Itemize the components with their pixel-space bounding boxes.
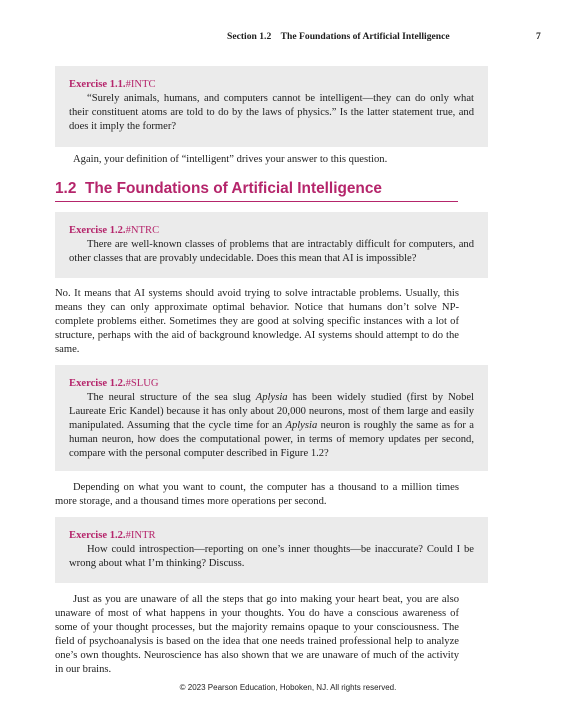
exercise-title (69, 378, 474, 389)
answer-slug: Depending on what you want to count, the computer has a thousand to a million times more storage, and a thousand times more operations per second. (55, 482, 459, 507)
exercise-body-text: The neural structure of the sea slug (87, 392, 256, 403)
exercise-title (69, 530, 474, 541)
running-head: Section 1.2 The Foundations of Artificial Intelligence (227, 31, 450, 42)
exercise-body-text: neuron is roughly the same as for a human neuron, how does the computational power, in terms of memory updates per second, compare with the personal computer described in Figure 1.2? (69, 420, 474, 459)
exercise-box-slug (55, 365, 488, 471)
species-name: Aplysia (285, 420, 318, 431)
exercise-number: Exercise 1.1. (69, 79, 126, 90)
exercise-body: “Surely animals, humans, and computers cannot be intelligent—they can do only what their constituent atoms are told to do by the laws of physics.” Is the latter statement true, and does it imply the former? (69, 93, 474, 132)
exercise-title (69, 225, 474, 236)
answer-intr: Just as you are unaware of all the steps that go into making your heart beat, you are also unaware of most of what happens in your thoughts. You do have a conscious awareness of some of your thought processes, but the majority remains opaque to your consciousness. The field of psychoanalysis is based on the idea that one needs trained professional help to analyze one’s own thoughts. Neuroscience has also shown that we are unaware of much of the activity in our brains. (55, 594, 459, 675)
exercise-body: How could introspection—reporting on one’s inner thoughts—be inaccurate? Could I be wrong about what I’m thinking? Discuss. (69, 544, 474, 569)
section-heading: 1.2 The Foundations of Artificial Intelligence (55, 180, 458, 202)
exercise-tag: #NTRC (125, 225, 160, 236)
exercise-tag: #INTC (125, 79, 156, 90)
exercise-number: Exercise 1.2. (69, 225, 126, 236)
exercise-body: There are well-known classes of problems that are intractably difficult for computers, and other classes that are provably undecidable. Does this mean that AI is impossible? (69, 239, 474, 264)
exercise-body (69, 391, 474, 461)
exercise-title (69, 79, 474, 90)
exercise-box-intr (55, 517, 488, 583)
exercise-box-ntrc (55, 212, 488, 278)
copyright-footer: © 2023 Pearson Education, Hoboken, NJ. All rights reserved. (179, 683, 397, 692)
exercise-tag: #SLUG (125, 378, 159, 389)
exercise-number: Exercise 1.2. (69, 530, 126, 541)
exercise-body-text: has been widely studied (first by Nobel Laureate Eric Kandel) because it has only about 20,000 neurons, most of them large and easily manipulated. Assuming that the cycle time for an (69, 392, 475, 431)
answer-intc: Again, your definition of “intelligent” drives your answer to this question. (73, 154, 388, 165)
species-name: Aplysia (255, 392, 288, 403)
exercise-box-intc (55, 66, 488, 147)
exercise-number: Exercise 1.2. (69, 378, 126, 389)
exercise-tag: #INTR (125, 530, 156, 541)
answer-ntrc: No. It means that AI systems should avoid trying to solve intractable problems. Usually, this means they can only approximate optimal behavior. Notice that humans don’t solve NP-complete problems either. Sometimes they are good at solving specific instances with a lot of structure, perhaps with the aid of background knowledge. AI systems should attempt to do the same. (55, 288, 459, 355)
page-number: 7 (536, 31, 541, 42)
